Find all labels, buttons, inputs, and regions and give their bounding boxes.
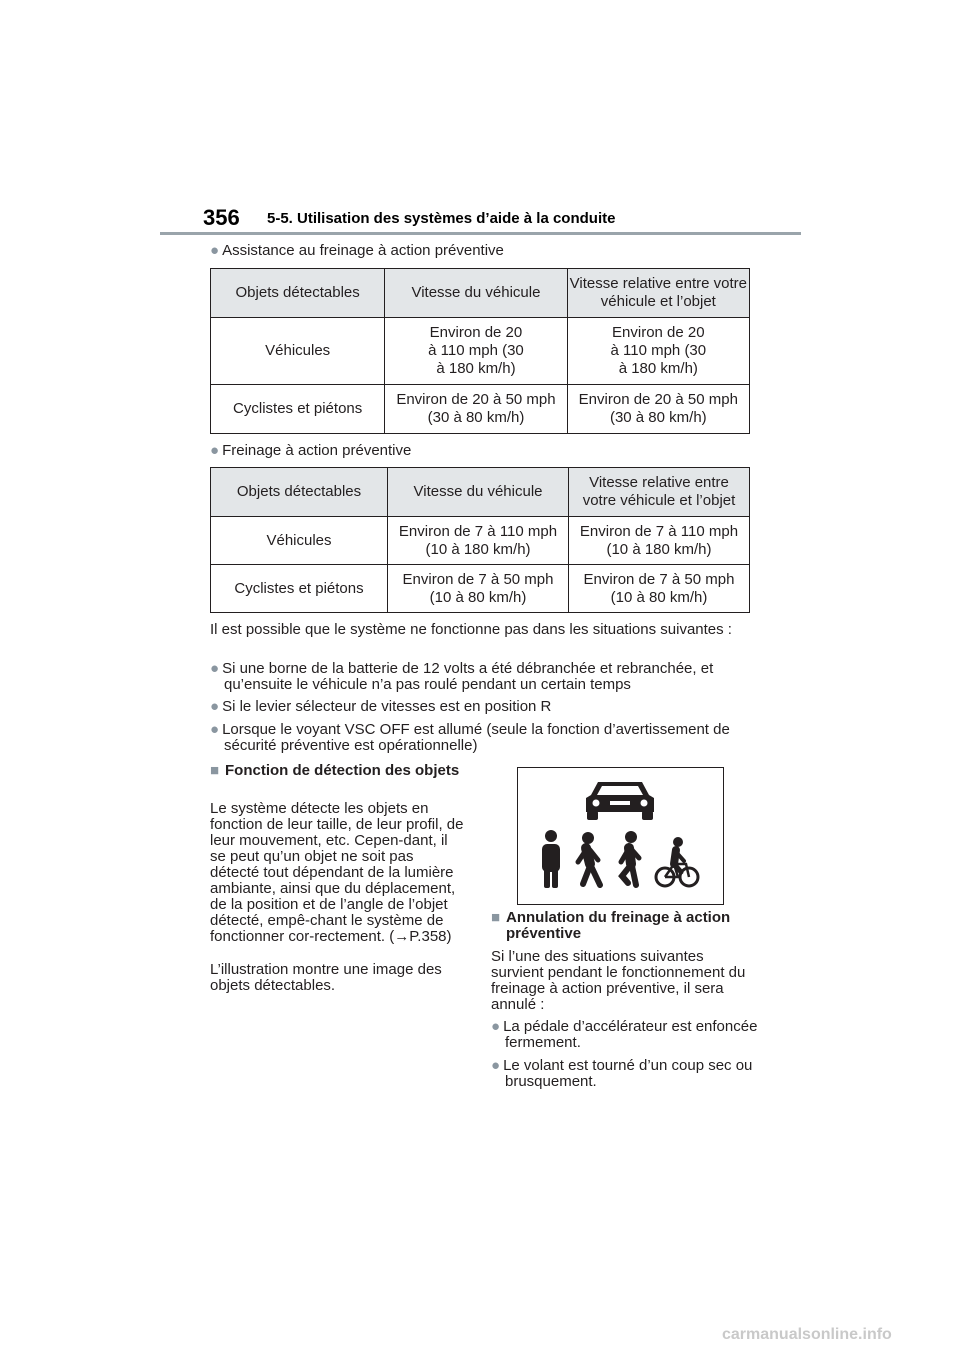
bullet-icon: ● — [210, 442, 220, 459]
table-header-row — [211, 468, 750, 517]
square-bullet-icon: ■ — [210, 762, 220, 779]
table-row — [211, 318, 750, 385]
section-title: 5-5. Utilisation des systèmes d’aide à la conduite — [267, 210, 616, 227]
cyclist-icon — [656, 837, 698, 886]
table-cell: Cyclistes et piétons — [211, 565, 388, 613]
bullet-item: ● Si une borne de la batterie de 12 volts a été débranchée et rebranchée, et qu’ensuite le véhicule n’a pas roulé pendant un certain temps — [210, 660, 714, 693]
bullet-item: ● Assistance au freinage à action préventive — [210, 242, 504, 259]
header-divider — [160, 232, 801, 235]
table-cell: Véhicules — [211, 318, 385, 385]
bullet-icon: ● — [210, 698, 220, 715]
bullet-item: ● La pédale d’accélérateur est enfoncée fermement. — [491, 1018, 758, 1051]
page-number: 356 — [203, 205, 240, 230]
bullet-item: ● Freinage à action préventive — [210, 442, 412, 459]
walking-pedestrian-icon — [578, 832, 600, 885]
detectable-objects-illustration — [517, 767, 724, 905]
table-header-cell: Vitesse relative entre votre véhicule et l’objet — [567, 269, 749, 318]
square-bullet-icon: ■ — [491, 909, 501, 926]
cancellation-intro: Si l’une des situations suivantes survient pendant le fonctionnement du freinage à action préventive, il sera annulé : — [491, 948, 746, 1013]
page-header — [203, 205, 801, 235]
table-cell: Environ de 20 à 110 mph (30 à 180 km/h) — [385, 318, 567, 385]
table-header-row — [211, 269, 750, 318]
car-icon — [586, 782, 654, 820]
table-header-cell: Objets détectables — [211, 269, 385, 318]
table-header-cell: Objets détectables — [211, 468, 388, 517]
table-cell: Environ de 7 à 50 mph (10 à 80 km/h) — [388, 565, 569, 613]
bullet-icon: ● — [210, 242, 220, 259]
table-row — [211, 517, 750, 565]
table-header-cell: Vitesse du véhicule — [385, 269, 567, 318]
illustration-note: L’illustration montre une image des objets détectables. — [210, 961, 442, 994]
table-cell: Environ de 7 à 50 mph (10 à 80 km/h) — [569, 565, 750, 613]
bullet-item: ● Lorsque le voyant VSC OFF est allumé (seule la fonction d’avertissement de sécurité préventive est opérationnelle) — [210, 721, 730, 754]
table-cell: Environ de 7 à 110 mph (10 à 180 km/h) — [388, 517, 569, 565]
table-cell: Cyclistes et piétons — [211, 385, 385, 434]
table-cell: Environ de 20 à 110 mph (30 à 180 km/h) — [567, 318, 749, 385]
table-header-cell: Vitesse du véhicule — [388, 468, 569, 517]
table-row — [211, 385, 750, 434]
running-pedestrian-icon — [621, 831, 639, 885]
spec-table-preventive-brake-assist — [210, 268, 750, 434]
situations-intro: Il est possible que le système ne fonctionne pas dans les situations suivantes : — [210, 621, 732, 638]
subsection-title-cancellation: ■ Annulation du freinage à action préventive — [491, 909, 731, 942]
illustration-svg — [518, 768, 723, 904]
bullet-icon: ● — [491, 1057, 501, 1074]
table-row — [211, 565, 750, 613]
table-header-cell: Vitesse relative entre votre véhicule et l’objet — [569, 468, 750, 517]
watermark: carmanualsonline.info — [722, 1326, 892, 1343]
bullet-icon: ● — [210, 721, 220, 738]
table-cell: Environ de 20 à 50 mph (30 à 80 km/h) — [567, 385, 749, 434]
standing-pedestrian-icon — [542, 830, 560, 888]
bullet-item: ● Si le levier sélecteur de vitesses est en position R — [210, 698, 552, 715]
subsection-title-detection: ■ Fonction de détection des objets — [210, 762, 460, 779]
bullet-icon: ● — [491, 1018, 501, 1035]
detection-body: Le système détecte les objets en fonction de leur taille, de leur profil, de leur mouvement, etc. Cepen-dant, il se peut qu’un objet ne soit pas détecté tout dépendant de la lumière ambiante, ainsi que du déplacement, de la position et de l’angle de l’objet détecté, empê-chant le système de fonctionner cor-rectement. (→P.358) — [210, 800, 464, 945]
bullet-icon: ● — [210, 660, 220, 677]
table-cell: Véhicules — [211, 517, 388, 565]
spec-table-preventive-braking — [210, 467, 750, 613]
bullet-item: ● Le volant est tourné d’un coup sec ou brusquement. — [491, 1057, 753, 1090]
table-cell: Environ de 7 à 110 mph (10 à 180 km/h) — [569, 517, 750, 565]
table-cell: Environ de 20 à 50 mph (30 à 80 km/h) — [385, 385, 567, 434]
